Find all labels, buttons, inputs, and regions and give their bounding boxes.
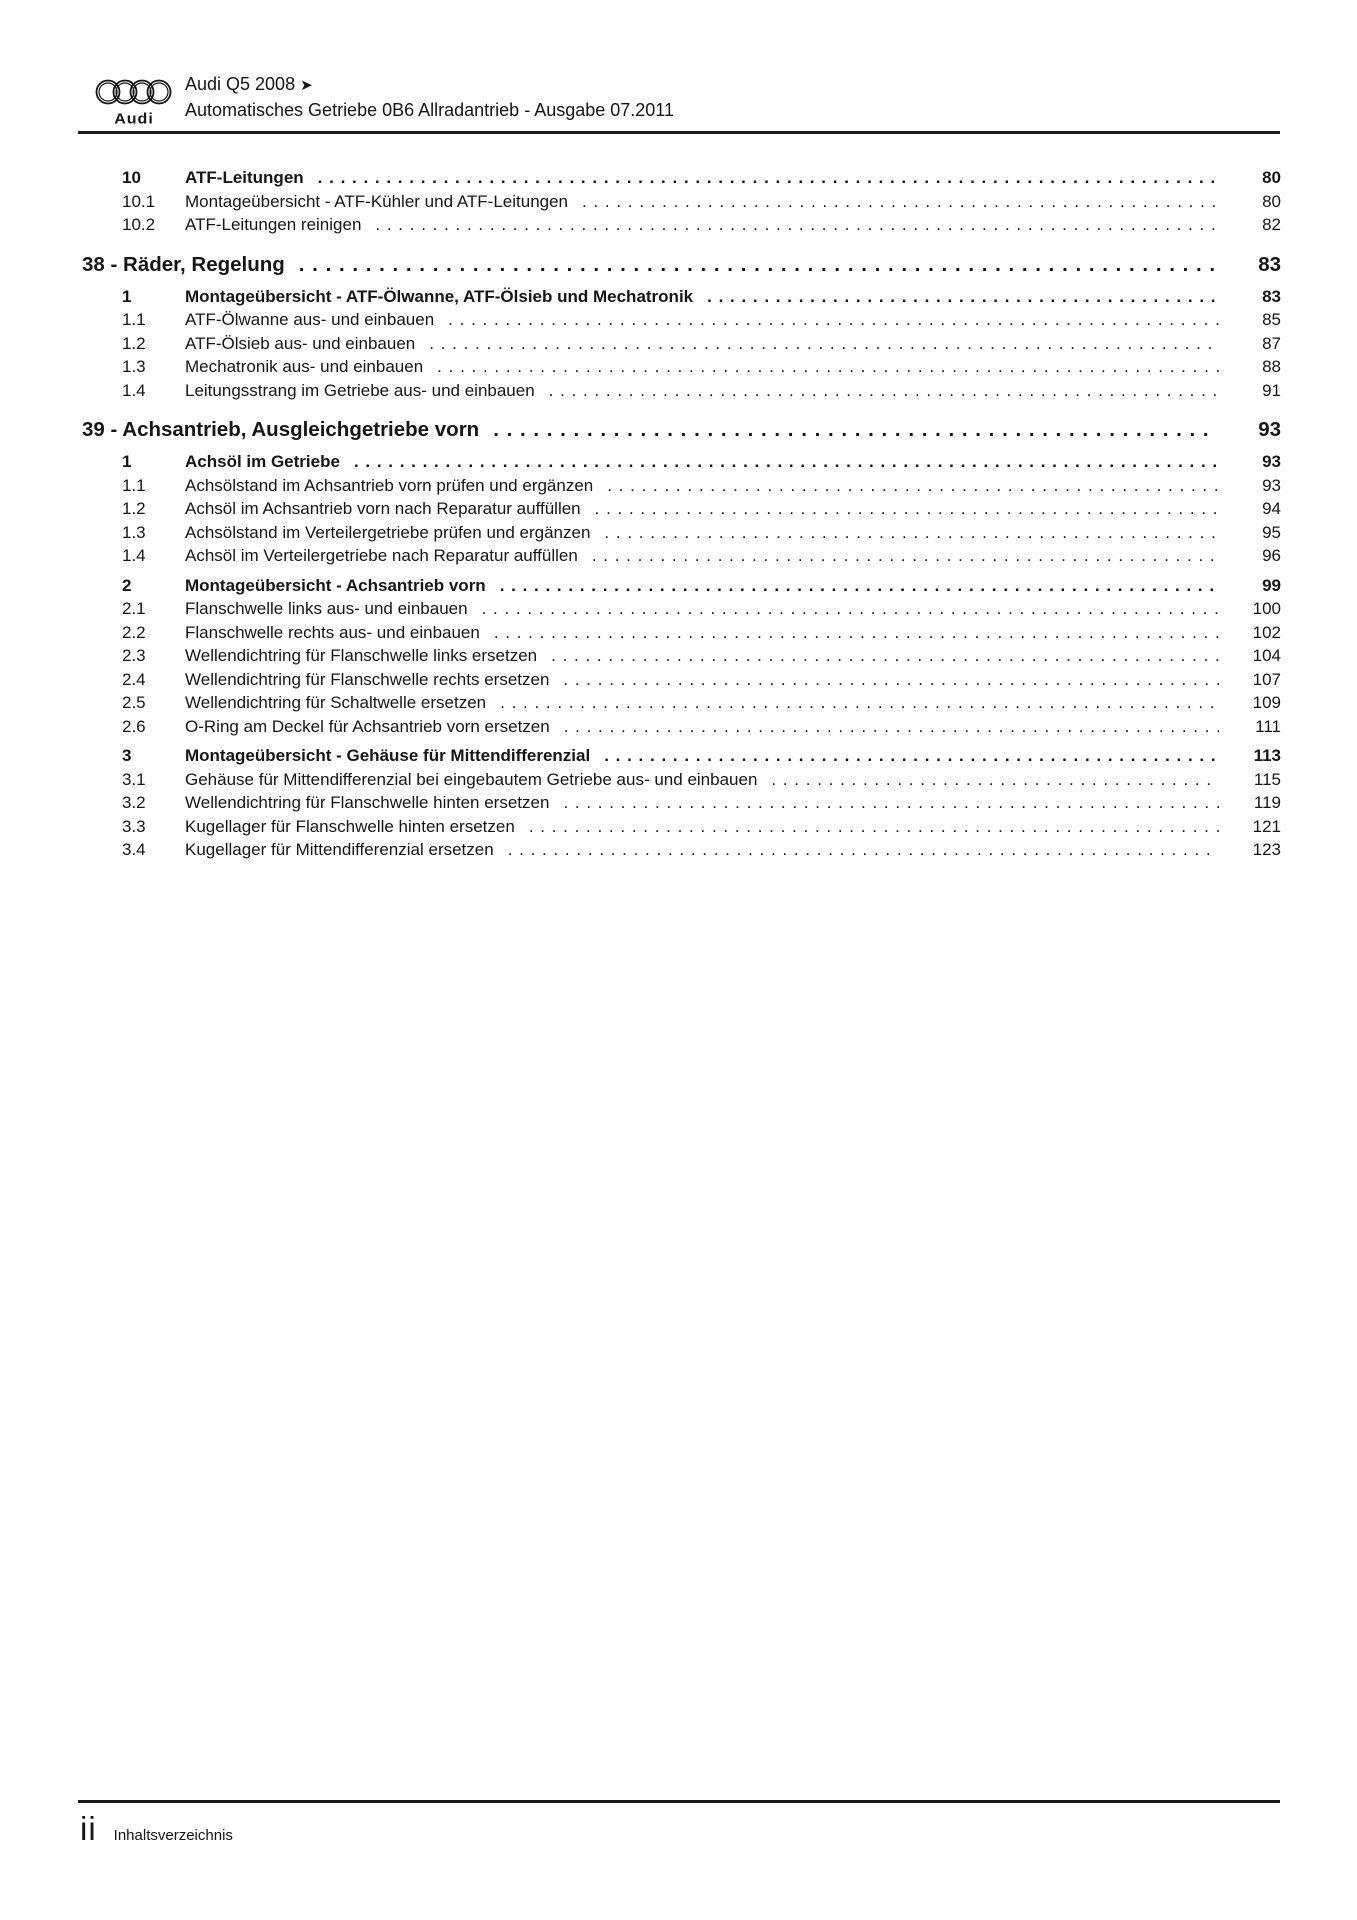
dot-leader — [551, 644, 1219, 668]
dot-leader — [318, 166, 1219, 190]
toc-entry — [78, 791, 1281, 815]
toc-entry-page: 93 — [1262, 452, 1281, 471]
toc-entry — [78, 574, 1281, 598]
toc-entry-number: 3.2 — [122, 793, 146, 812]
toc-entry — [78, 838, 1281, 862]
audi-wordmark: Audi — [114, 111, 154, 128]
dot-leader — [493, 416, 1215, 444]
dot-leader — [529, 815, 1219, 839]
toc-entry-page: 94 — [1262, 499, 1281, 518]
arrow-right-icon: ➤ — [300, 77, 313, 94]
toc-entry-number: 10.1 — [122, 191, 156, 211]
toc-entry-title: Achsöl im Verteilergetriebe nach Reparatur auffüllen — [185, 546, 578, 565]
toc-entry-number: 10.2 — [122, 215, 156, 234]
toc-entry-number: 3.1 — [122, 769, 146, 789]
dot-leader — [582, 190, 1219, 214]
dot-leader — [607, 474, 1219, 498]
toc-entry-title: O-Ring am Deckel für Achsantrieb vorn ersetzen — [185, 716, 550, 736]
toc-entry — [78, 815, 1281, 839]
toc-entry-page: 93 — [1262, 475, 1281, 495]
toc-entry-page: 99 — [1262, 575, 1281, 595]
dot-leader — [563, 791, 1219, 815]
toc-entry — [78, 190, 1281, 214]
toc-entry-title: Montageübersicht - ATF-Kühler und ATF-Leitungen — [185, 191, 569, 211]
toc-entry-title: Achsöl im Getriebe — [185, 452, 340, 471]
toc-entry-page: 80 — [1262, 168, 1281, 187]
toc-entry-number: 1.4 — [122, 380, 146, 400]
page-header — [78, 70, 1280, 132]
toc-entry-number: 1.1 — [122, 475, 146, 495]
dot-leader — [482, 597, 1219, 621]
dot-leader — [354, 450, 1219, 474]
toc-entry-title: ATF-Leitungen reinigen — [185, 215, 362, 234]
toc-entry-title: Wellendichtring für Flanschwelle hinten ersetzen — [185, 793, 550, 812]
dot-leader — [500, 691, 1219, 715]
toc-entry-number: 3.4 — [122, 840, 146, 859]
toc-entry-page: 102 — [1252, 622, 1281, 642]
toc-entry-page: 121 — [1252, 816, 1281, 836]
toc-entry — [78, 644, 1281, 668]
toc-entry — [78, 715, 1281, 739]
toc-entry-number: 1.2 — [122, 333, 146, 353]
toc-entry-page: 87 — [1262, 333, 1281, 353]
dot-leader — [707, 285, 1219, 309]
toc-entry — [78, 544, 1281, 568]
toc-entry-title: Wellendichtring für Flanschwelle rechts ersetzen — [185, 669, 550, 689]
dot-leader — [437, 355, 1219, 379]
toc-entry — [78, 521, 1281, 545]
dot-leader — [500, 574, 1219, 598]
toc-entry — [78, 497, 1281, 521]
toc-entry — [78, 450, 1281, 474]
toc-entry-number: 2.6 — [122, 716, 146, 736]
toc-entry-page: 123 — [1252, 840, 1281, 859]
toc-entry-title: Mechatronik aus- und einbauen — [185, 357, 424, 376]
toc-entry-title: Achsölstand im Achsantrieb vorn prüfen und ergänzen — [185, 475, 594, 495]
dot-leader — [563, 668, 1219, 692]
toc-entry-page: 96 — [1262, 546, 1281, 565]
toc-entry-page: 83 — [1258, 252, 1281, 276]
toc-entry-page: 100 — [1252, 599, 1281, 618]
toc-entry-page: 80 — [1262, 191, 1281, 211]
toc-entry-title: Montageübersicht - ATF-Ölwanne, ATF-Ölsieb und Mechatronik — [185, 286, 694, 306]
toc-entry-title: Flanschwelle rechts aus- und einbauen — [185, 622, 480, 642]
toc-entry-title: Kugellager für Mittendifferenzial ersetzen — [185, 840, 494, 859]
page-folio: ii — [80, 1810, 97, 1847]
dot-leader — [592, 544, 1219, 568]
toc-entry-number: 2.2 — [122, 622, 146, 642]
toc-entry — [78, 213, 1281, 237]
toc-entry — [78, 308, 1281, 332]
toc-entry-title: Achsölstand im Verteilergetriebe prüfen und ergänzen — [185, 522, 591, 542]
dot-leader — [604, 744, 1219, 768]
toc-entry-page: 82 — [1262, 215, 1281, 234]
toc-entry-title: Gehäuse für Mittendifferenzial bei eingebautem Getriebe aus- und einbauen — [185, 769, 758, 789]
dot-leader — [375, 213, 1219, 237]
toc-entry-page: 93 — [1258, 418, 1281, 441]
toc-entry-page: 119 — [1253, 793, 1281, 812]
toc-entry-page: 95 — [1262, 522, 1281, 542]
toc-entry-page: 85 — [1262, 310, 1281, 329]
toc-entry — [78, 768, 1281, 792]
toc-entry-number: 1 — [122, 286, 132, 306]
toc-entry — [78, 621, 1281, 645]
toc-entry-number: 2.4 — [122, 669, 146, 689]
toc-entry-number: 2 — [122, 575, 132, 595]
toc-entry — [78, 597, 1281, 621]
toc-entry-number: 3.3 — [122, 816, 146, 836]
toc-entry — [78, 166, 1281, 190]
header-divider — [78, 131, 1280, 134]
toc-entry-page: 111 — [1255, 716, 1281, 736]
toc-entry-number: 1.1 — [122, 310, 146, 329]
toc-entry-page: 107 — [1252, 669, 1281, 689]
audi-logo — [94, 76, 174, 127]
toc-entry-title: ATF-Ölwanne aus- und einbauen — [185, 310, 435, 329]
toc-entry — [78, 355, 1281, 379]
toc-entry-title: Kugellager für Flanschwelle hinten ersetzen — [185, 816, 515, 836]
toc-entry — [78, 744, 1281, 768]
toc-entry — [78, 332, 1281, 356]
dot-leader — [508, 838, 1219, 862]
toc-entry-page: 91 — [1262, 380, 1281, 400]
dot-leader — [564, 715, 1219, 739]
header-title-line: Automatisches Getriebe 0B6 Allradantrieb - Ausgabe 07.2011 — [185, 100, 674, 120]
toc-entry-title: Montageübersicht - Gehäuse für Mittendifferenzial — [185, 746, 591, 765]
toc-entry-title: 38 - Räder, Regelung — [82, 252, 285, 276]
toc-entry-page: 88 — [1262, 357, 1281, 376]
toc-entry-page: 104 — [1252, 646, 1281, 665]
toc-entry — [78, 668, 1281, 692]
dot-leader — [549, 379, 1219, 403]
dot-leader — [429, 332, 1219, 356]
toc-entry-number: 2.3 — [122, 646, 146, 665]
toc-entry-number: 1.4 — [122, 546, 146, 565]
toc-entry-number: 3 — [122, 746, 132, 765]
footer-divider — [78, 1800, 1280, 1803]
dot-leader — [604, 521, 1219, 545]
toc-entry — [78, 379, 1281, 403]
toc-entry-number: 1 — [122, 452, 132, 471]
toc-entry-number: 10 — [122, 168, 141, 187]
page-footer — [80, 1809, 1280, 1849]
toc-entry-number: 2.1 — [122, 599, 146, 618]
toc-entry-title: Montageübersicht - Achsantrieb vorn — [185, 575, 486, 595]
toc-entry — [78, 474, 1281, 498]
toc — [78, 160, 1281, 862]
dot-leader — [448, 308, 1219, 332]
toc-entry-number: 1.2 — [122, 499, 146, 518]
toc-entry-title: Leitungsstrang im Getriebe aus- und einbauen — [185, 380, 535, 400]
toc-entry-title: Wellendichtring für Flanschwelle links ersetzen — [185, 646, 538, 665]
footer-label: Inhaltsverzeichnis — [113, 1827, 233, 1844]
toc-entry-number: 2.5 — [122, 693, 146, 712]
toc-entry-page: 113 — [1253, 746, 1281, 765]
toc-entry — [78, 285, 1281, 309]
dot-leader — [595, 497, 1219, 521]
toc-entry-title: ATF-Leitungen — [185, 168, 304, 187]
toc-entry-page: 83 — [1262, 286, 1281, 306]
header-model-line: Audi Q5 2008 ➤ — [185, 74, 313, 94]
toc-entry-number: 1.3 — [122, 522, 146, 542]
dot-leader — [771, 768, 1219, 792]
toc-entry-title: Wellendichtring für Schaltwelle ersetzen — [185, 693, 487, 712]
toc-entry-title: 39 - Achsantrieb, Ausgleichgetriebe vorn — [82, 418, 480, 441]
toc-entry-number: 1.3 — [122, 357, 146, 376]
toc-entry-title: Flanschwelle links aus- und einbauen — [185, 599, 468, 618]
toc-entry-page: 109 — [1252, 693, 1281, 712]
audi-rings-icon — [95, 76, 173, 112]
toc-entry-page: 115 — [1253, 769, 1281, 789]
dot-leader — [299, 251, 1215, 279]
toc-entry — [78, 251, 1281, 279]
toc-entry-title: ATF-Ölsieb aus- und einbauen — [185, 333, 416, 353]
dot-leader — [494, 621, 1219, 645]
toc-entry-title: Achsöl im Achsantrieb vorn nach Reparatur auffüllen — [185, 499, 581, 518]
toc-entry — [78, 416, 1281, 444]
toc-entry — [78, 691, 1281, 715]
header-text — [185, 72, 674, 122]
